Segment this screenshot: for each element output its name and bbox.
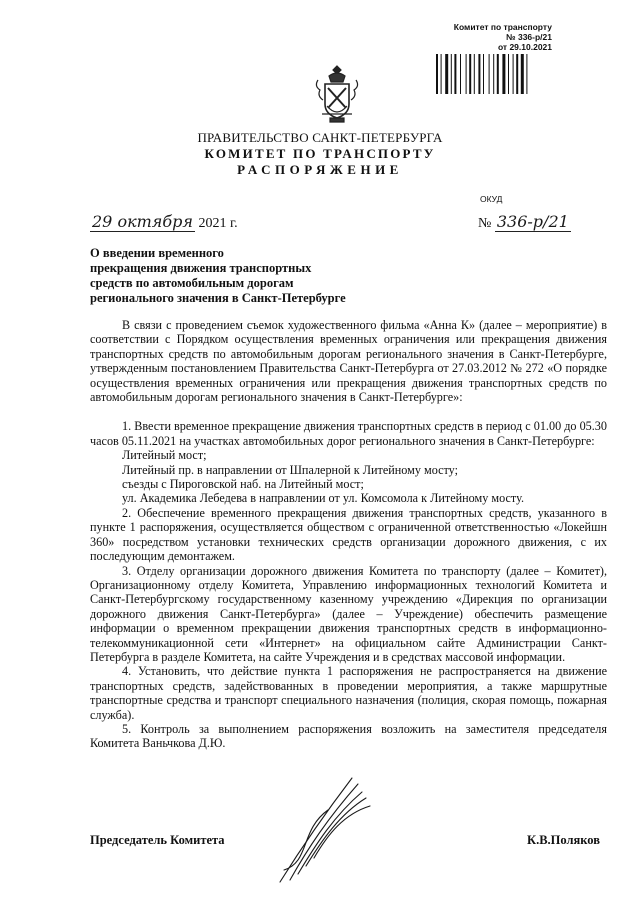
stamp-number: № 336-р/21 <box>506 32 552 42</box>
subject-line: регионального значения в Санкт-Петербурге <box>90 291 346 305</box>
handwritten-number: 336-р/21 <box>496 212 569 231</box>
coat-of-arms-icon <box>312 62 362 126</box>
signatory-position: Председатель Комитета <box>90 833 225 847</box>
number-prefix: № <box>478 216 492 231</box>
road-item: Литейный мост; <box>122 448 207 463</box>
subject-line: прекращения движения транспортных <box>90 261 312 275</box>
subject-line: О введении временного <box>90 246 224 260</box>
registration-stamp <box>442 22 552 52</box>
signatory-name: К.В.Поляков <box>527 833 600 847</box>
road-item: ул. Академика Лебедева в направлении от ул. Комсомола к Литейному мосту. <box>122 491 524 506</box>
road-item: Литейный пр. в направлении от Шпалерной к Литейному мосту; <box>122 462 458 477</box>
government-title: ПРАВИТЕЛЬСТВО САНКТ-ПЕТЕРБУРГА <box>197 130 443 145</box>
road-item: съезды с Пироговской наб. на Литейный мост; <box>122 477 364 492</box>
barcode-icon <box>436 54 554 94</box>
okud-label: ОКУД <box>480 194 503 204</box>
handwritten-date: 29 октября <box>92 212 193 231</box>
document-body <box>90 318 607 751</box>
clause-3: 3. Отделу организации дорожного движения Комитета по транспорту (далее – Комитет), Организационному отделу Комитета, Управлению информационных технологий Комитета и Санкт-Петербургскому государственному казенному учреждению «Дирекция по организации дорожного движения Санкт-Петербурга» (далее – Учреждение) обеспечить размещение информации о временном прекращении движения транспортных средств в информационно-телекоммуникационной сети «Интернет» на официальном сайте Администрации Санкт-Петербурга в разделе Комитета, на сайте Учреждения и в средствах массовой информации. <box>90 563 607 664</box>
preamble-paragraph: В связи с проведением съемок художественного фильма «Анна К» (далее – мероприятие) в соответствии с Порядком осуществления временных ограничения или прекращения движения транспортных средств по автомобильным дорогам регионального значения в Санкт-Петербурге, утвержденным постановлением Правительства Санкт-Петербурга от 27.03.2012 № 272 «О порядке осуществления временных ограничения или прекращения движения транспортных средств по автомобильным дорогам регионального значения в Санкт-Петербурге»: <box>90 318 607 405</box>
date-year: 2021 г. <box>198 216 238 231</box>
stamp-date: от 29.10.2021 <box>497 42 552 52</box>
clause-1: 1. Ввести временное прекращение движения транспортных средств в период с 01.00 до 05.30 часов 05.11.2021 на участках автомобильных дорог регионального значения в Санкт-Петербурге: <box>90 419 607 448</box>
document-subject <box>90 246 410 306</box>
document-number <box>478 212 571 232</box>
document-date <box>90 212 238 232</box>
handwritten-signature <box>270 770 380 890</box>
committee-title: КОМИТЕТ ПО ТРАНСПОРТУ <box>204 146 436 161</box>
clause-4: 4. Установить, что действие пункта 1 распоряжения не распространяется на движение транспортных средств, задействованных в проведении мероприятия, а также маршрутные транспортные средства и транспорт специального назначения (полиция, скорая помощь, пожарная служба). <box>90 664 607 722</box>
subject-line: средств по автомобильным дорогам <box>90 276 294 290</box>
clause-5: 5. Контроль за выполнением распоряжения возложить на заместителя председателя Комитета Ваньчкова Д.Ю. <box>90 721 607 751</box>
document-type: РАСПОРЯЖЕНИЕ <box>237 162 403 177</box>
stamp-committee: Комитет по транспорту <box>453 22 552 32</box>
clause-2: 2. Обеспечение временного прекращения движения транспортных средств, указанного в пункте 1 распоряжения, осуществляется обществом с ограниченной ответственностью «Локейшн 360» посредством установки технических средств организации дорожного движения, с их последующим демонтажем. <box>90 505 607 564</box>
